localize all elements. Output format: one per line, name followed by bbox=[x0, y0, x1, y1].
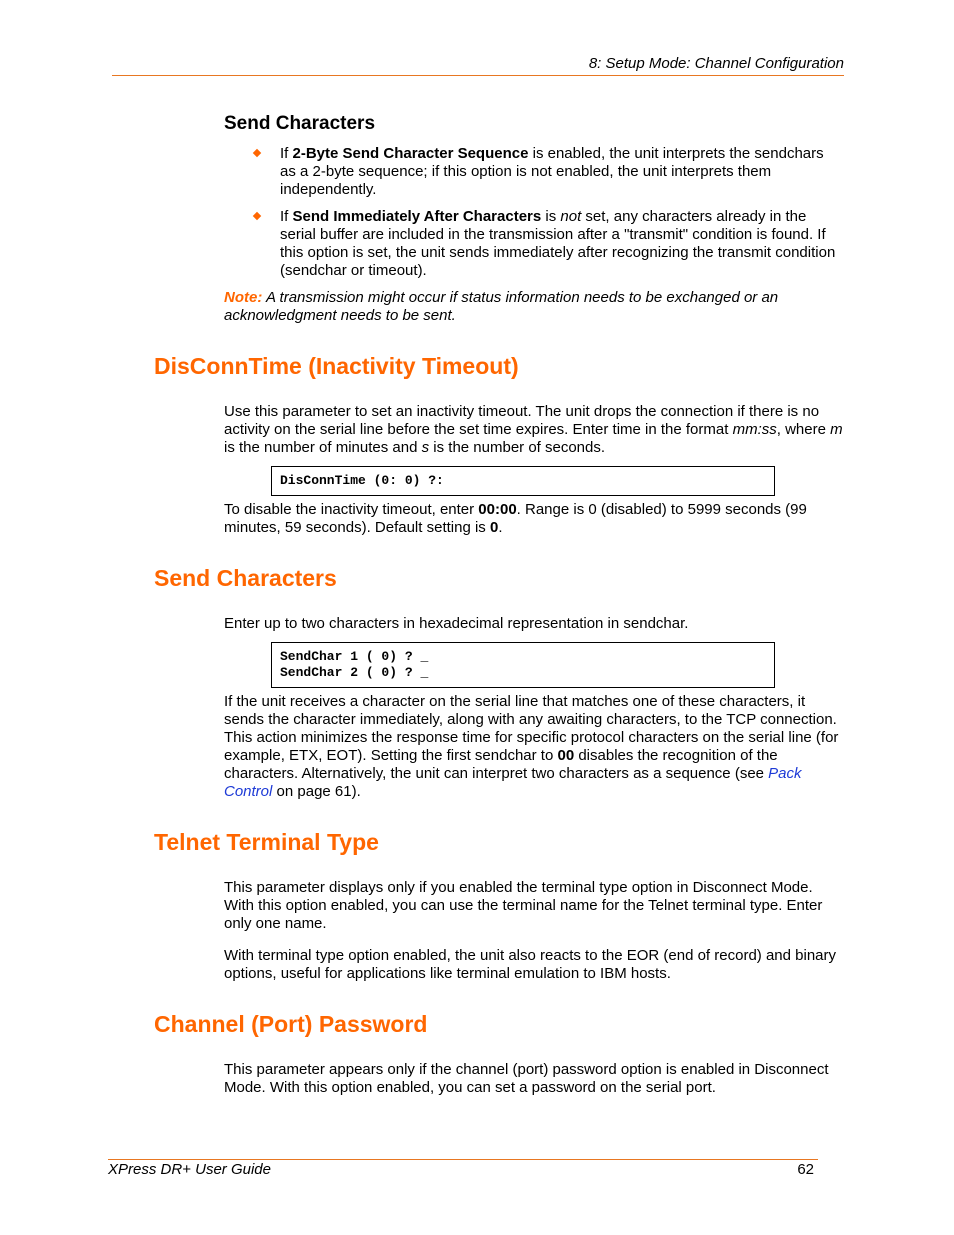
code-line: DisConnTime (0: 0) ?: bbox=[280, 473, 444, 488]
page-number: 62 bbox=[797, 1161, 814, 1178]
disconntime-heading: DisConnTime (Inactivity Timeout) bbox=[154, 353, 519, 379]
code-line: SendChar 1 ( 0) ? _ bbox=[280, 649, 429, 664]
option-name: Send Immediately After Characters bbox=[292, 208, 542, 225]
send-characters-subheading: Send Characters bbox=[224, 113, 376, 134]
pack-control-link[interactable]: Pack Control bbox=[224, 765, 802, 800]
option-name: 2-Byte Send Character Sequence bbox=[292, 145, 529, 162]
guide-title: XPress DR+ User Guide bbox=[108, 1161, 271, 1178]
code-line: SendChar 2 ( 0) ? _ bbox=[280, 665, 429, 680]
bullet-2byte-sequence: If 2-Byte Send Character Sequence is enabled, the unit interprets the sendchars as a 2-byte sequence; if this option is not enabled, the unit interprets them independently. bbox=[280, 145, 840, 199]
bullet-send-immediately: If Send Immediately After Characters is not set, any characters already in the serial buffer are included in the transmission after a "transmit" condition is found. If this option is set, the unit sends immediately after recognizing the transmit condition (sendchar or timeout). bbox=[280, 208, 840, 280]
sendchar-code-box bbox=[271, 642, 775, 688]
disconntime-range-paragraph: To disable the inactivity timeout, enter 00:00. Range is 0 (disabled) to 5999 seconds (99 minutes, 59 seconds). Default setting is 0. bbox=[224, 501, 807, 536]
page-header bbox=[112, 55, 844, 76]
telnet-terminal-type-heading: Telnet Terminal Type bbox=[154, 829, 379, 855]
chapter-title: 8: Setup Mode: Channel Configuration bbox=[588, 55, 844, 72]
bullet-diamond-icon bbox=[253, 212, 261, 220]
transmission-note: Note: A transmission might occur if status information needs to be exchanged or an acknowledgment needs to be sent. bbox=[224, 289, 779, 324]
send-characters-paragraph: If the unit receives a character on the serial line that matches one of these characters, it sends the character immediately, along with any awaiting characters, to the TCP connection. This action minimizes the response time for specific protocol characters on the serial line (for example, ETX, EOT). Setting the first sendchar to 00 disables the recognition of the characters. Alternatively, the unit can interpret two characters as a sequence (see Pack Control on page 61). bbox=[224, 693, 839, 800]
telnet-paragraph-2: With terminal type option enabled, the unit also reacts to the EOR (end of record) and binary options, useful for applications like terminal emulation to IBM hosts. bbox=[224, 947, 836, 982]
note-label: Note: bbox=[224, 289, 263, 306]
disconntime-code-box bbox=[271, 466, 775, 496]
channel-password-paragraph: This parameter appears only if the channel (port) password option is enabled in Disconnect Mode. With this option enabled, you can set a password on the serial port. bbox=[224, 1061, 829, 1096]
send-characters-intro: Enter up to two characters in hexadecimal representation in sendchar. bbox=[224, 615, 689, 632]
channel-password-heading: Channel (Port) Password bbox=[154, 1011, 428, 1037]
bullet-diamond-icon bbox=[253, 149, 261, 157]
telnet-paragraph-1: This parameter displays only if you enabled the terminal type option in Disconnect Mode. With this option enabled, you can use the terminal name for the Telnet terminal type. Enter only one name. bbox=[224, 879, 823, 932]
send-characters-heading: Send Characters bbox=[154, 565, 337, 591]
page-footer bbox=[108, 1159, 818, 1179]
disconntime-paragraph: Use this parameter to set an inactivity timeout. The unit drops the connection if there is no activity on the serial line before the set time expires. Enter time in the format mm:ss, where m is the number of minutes and s is the number of seconds. bbox=[224, 403, 843, 456]
